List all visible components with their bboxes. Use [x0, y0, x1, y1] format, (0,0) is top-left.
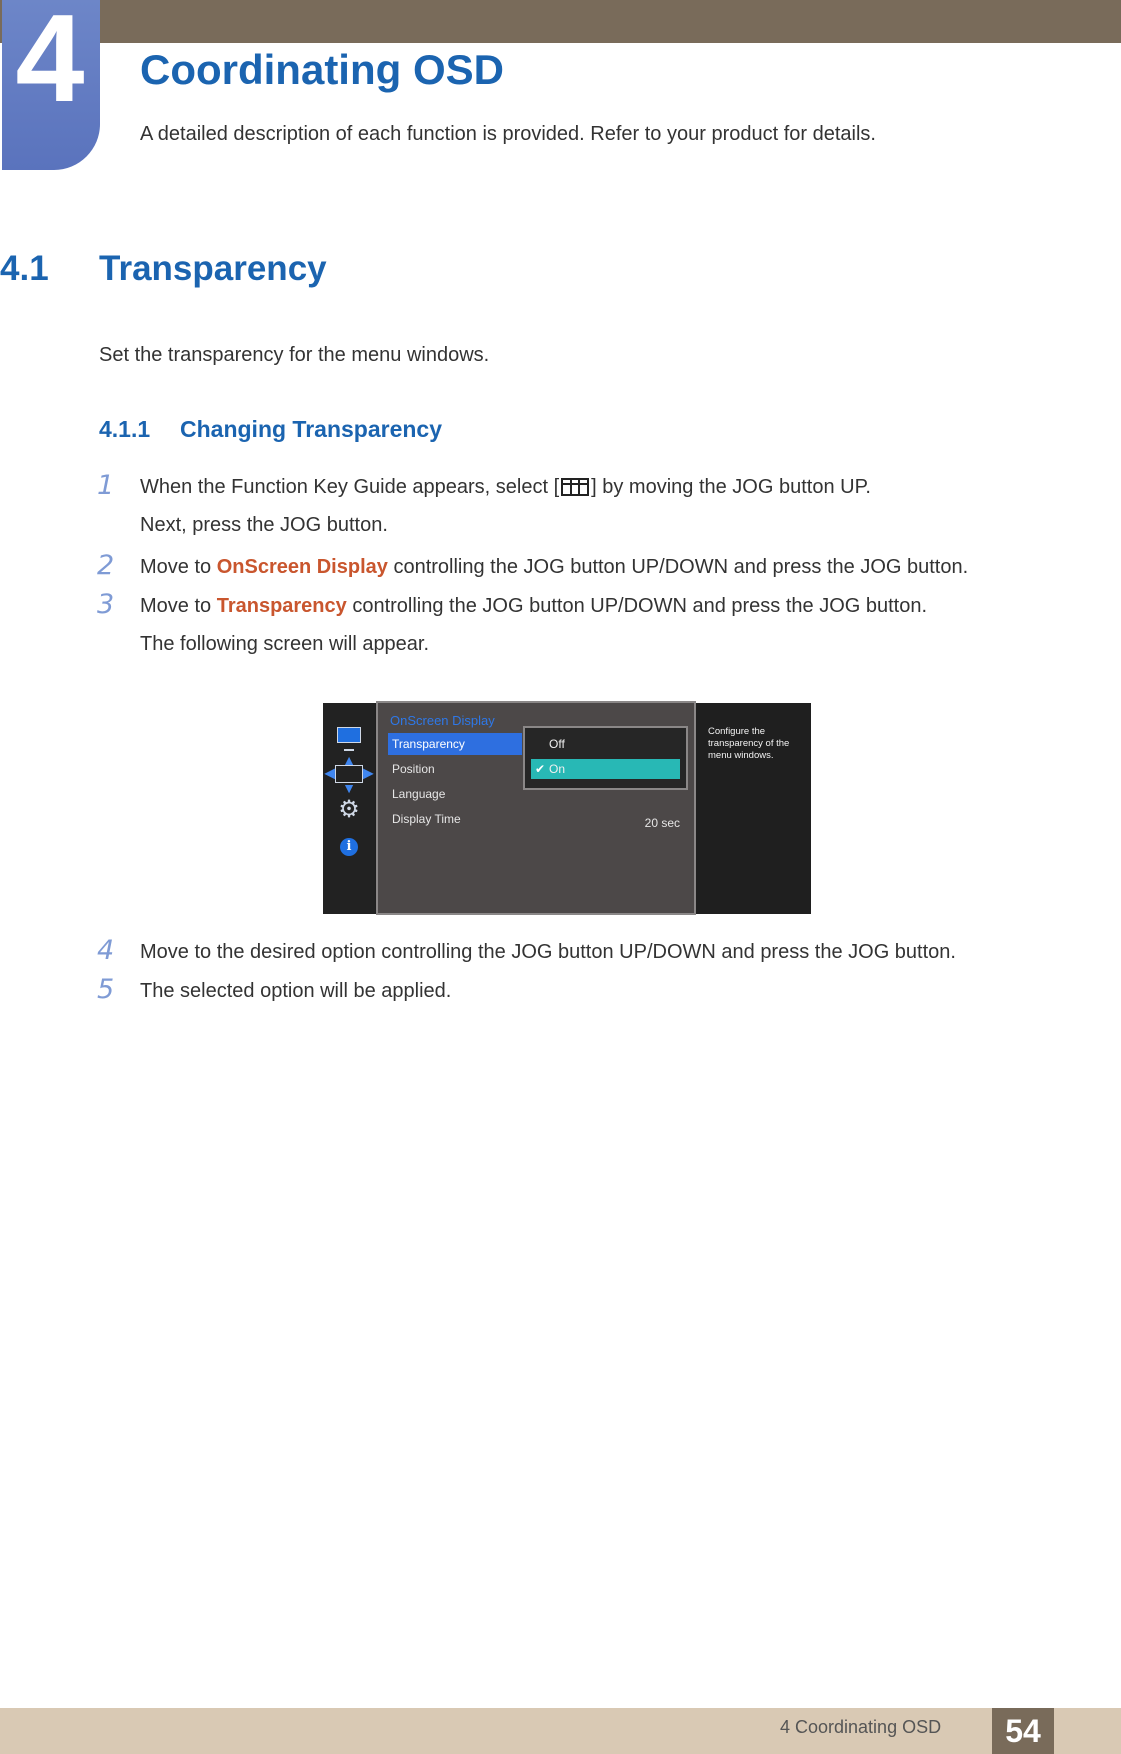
section-intro: Set the transparency for the menu windows.	[99, 344, 490, 366]
subsection-number: 4.1.1	[99, 416, 151, 442]
chapter-intro: A detailed description of each function is provided. Refer to your product for details.	[140, 123, 876, 145]
monitor-icon	[323, 727, 375, 751]
osd-item-language[interactable]: Language	[392, 787, 446, 801]
osd-item-transparency[interactable]: Transparency	[388, 733, 522, 755]
menu-highlight: Transparency	[216, 595, 347, 617]
subsection-title: Changing Transparency	[180, 416, 443, 442]
display-time-value: 20 sec	[644, 816, 680, 830]
osd-screenshot	[323, 703, 811, 914]
step-text	[140, 556, 968, 579]
info-icon: i	[323, 837, 375, 856]
step-text: The selected option will be applied.	[140, 980, 452, 1002]
step-text-part: Move to	[140, 556, 217, 578]
position-arrows-icon: ▲ ◀ ▶ ▼	[324, 752, 374, 796]
osd-heading: OnScreen Display	[390, 713, 495, 728]
step-number: 3	[97, 589, 115, 620]
step-text	[140, 595, 927, 618]
osd-sidebar	[323, 703, 375, 914]
osd-item-position[interactable]: Position	[392, 762, 435, 776]
step-number: 5	[97, 974, 115, 1005]
chapter-title: Coordinating OSD	[140, 46, 504, 93]
gear-icon: ⚙	[338, 796, 360, 823]
step-number: 2	[97, 550, 115, 581]
step-text: Move to the desired option controlling the JOG button UP/DOWN and press the JOG button.	[140, 941, 956, 963]
step-text-part: controlling the JOG button UP/DOWN and press the JOG button.	[387, 556, 969, 578]
option-on-label: On	[549, 762, 566, 776]
step-note: Next, press the JOG button.	[140, 514, 388, 536]
step-number: 1	[97, 470, 115, 501]
check-icon: ✔	[535, 762, 546, 776]
step-number: 4	[97, 935, 115, 966]
chapter-number: 4	[15, 0, 85, 128]
option-on[interactable]	[531, 759, 680, 779]
step-text-part: When the Function Key Guide appears, select [	[140, 476, 560, 498]
step-text-part: controlling the JOG button UP/DOWN and press the JOG button.	[346, 595, 928, 617]
step-text-part: Move to	[140, 595, 217, 617]
menu-highlight: OnScreen Display	[216, 556, 388, 578]
osd-menu-panel	[376, 701, 696, 915]
osd-item-display-time[interactable]: Display Time	[392, 812, 461, 826]
footer-label: 4 Coordinating OSD	[780, 1717, 942, 1737]
step-text	[140, 476, 871, 499]
function-key-guide-icon	[561, 478, 589, 496]
chapter-tab	[2, 0, 100, 170]
transparency-options-popup	[523, 726, 688, 790]
top-bar	[0, 0, 1121, 43]
footer-bar	[0, 1708, 1121, 1754]
step-text-part: ] by moving the JOG button UP.	[591, 476, 871, 498]
osd-help-text: Configure the transparency of the menu windows.	[708, 726, 790, 761]
step-note: The following screen will appear.	[140, 633, 430, 655]
page-number: 54	[992, 1708, 1054, 1754]
section-title: Transparency	[99, 249, 327, 288]
section-number: 4.1	[0, 249, 49, 288]
option-off[interactable]: Off	[549, 737, 565, 751]
